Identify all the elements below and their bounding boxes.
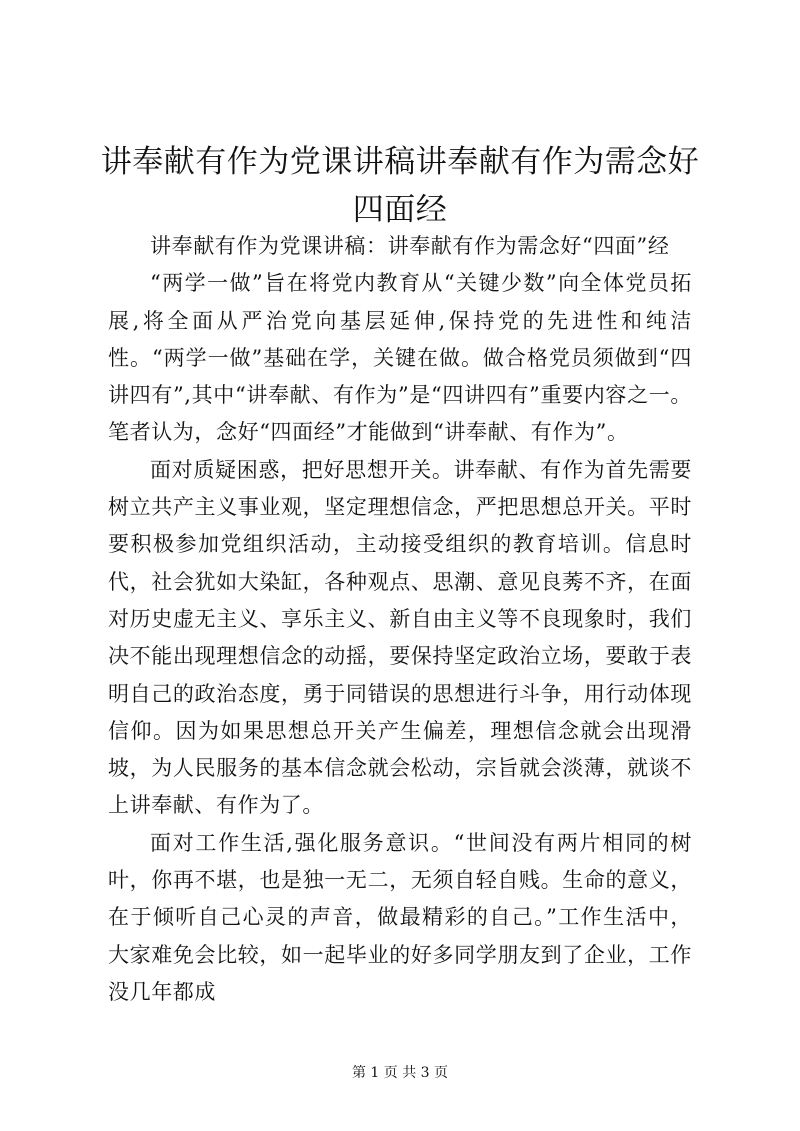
document-title: 讲奉献有作为党课讲稿讲奉献有作为需念好四面经 (100, 144, 700, 228)
page-footer: 第 1 页 共 3 页 (351, 1065, 449, 1081)
paragraph: “两学一做”旨在将党内教育从“关键少数”向全体党员拓展,将全面从严治党向基层延伸,保持党的先进性和纯洁性。“两学一做”基础在学，关键在做。做合格党员须做到“四讲四有”,其中“讲奉献、有作为”是“四讲四有”重要内容之一。笔者认为，念好“四面经”才能做到“讲奉献、有作为”。 (108, 271, 692, 445)
paragraph: 面对质疑困惑，把好思想开关。讲奉献、有作为首先需要树立共产主义事业观，坚定理想信念，严把思想总开关。平时要积极参加党组织活动，主动接受组织的教育培训。信息时代，社会犹如大染缸，各种观点、思潮、意见良莠不齐，在面对历史虚无主义、享乐主义、新自由主义等不良现象时，我们决不能出现理想信念的动摇，要保持坚定政治立场，要敢于表明自己的政治态度，勇于同错误的思想进行斗争，用行动体现信仰。因为如果思想总开关产生偏差，理想信念就会出现滑坡，为人民服务的基本信念就会松动，宗旨就会淡薄，就谈不上讲奉献、有作为了。 (108, 457, 692, 818)
paragraph: 讲奉献有作为党课讲稿：讲奉献有作为需念好“四面”经 (150, 234, 670, 258)
document-body (108, 228, 692, 1011)
paragraph: 面对工作生活,强化服务意识。“世间没有两片相同的树叶，你再不堪，也是独一无二，无须自轻自贱。生命的意义，在于倾听自己心灵的声音，做最精彩的自己。”工作生活中，大家难免会比较，如一起毕业的好多同学朋友到了企业，工作没几年都成 (108, 830, 692, 1004)
